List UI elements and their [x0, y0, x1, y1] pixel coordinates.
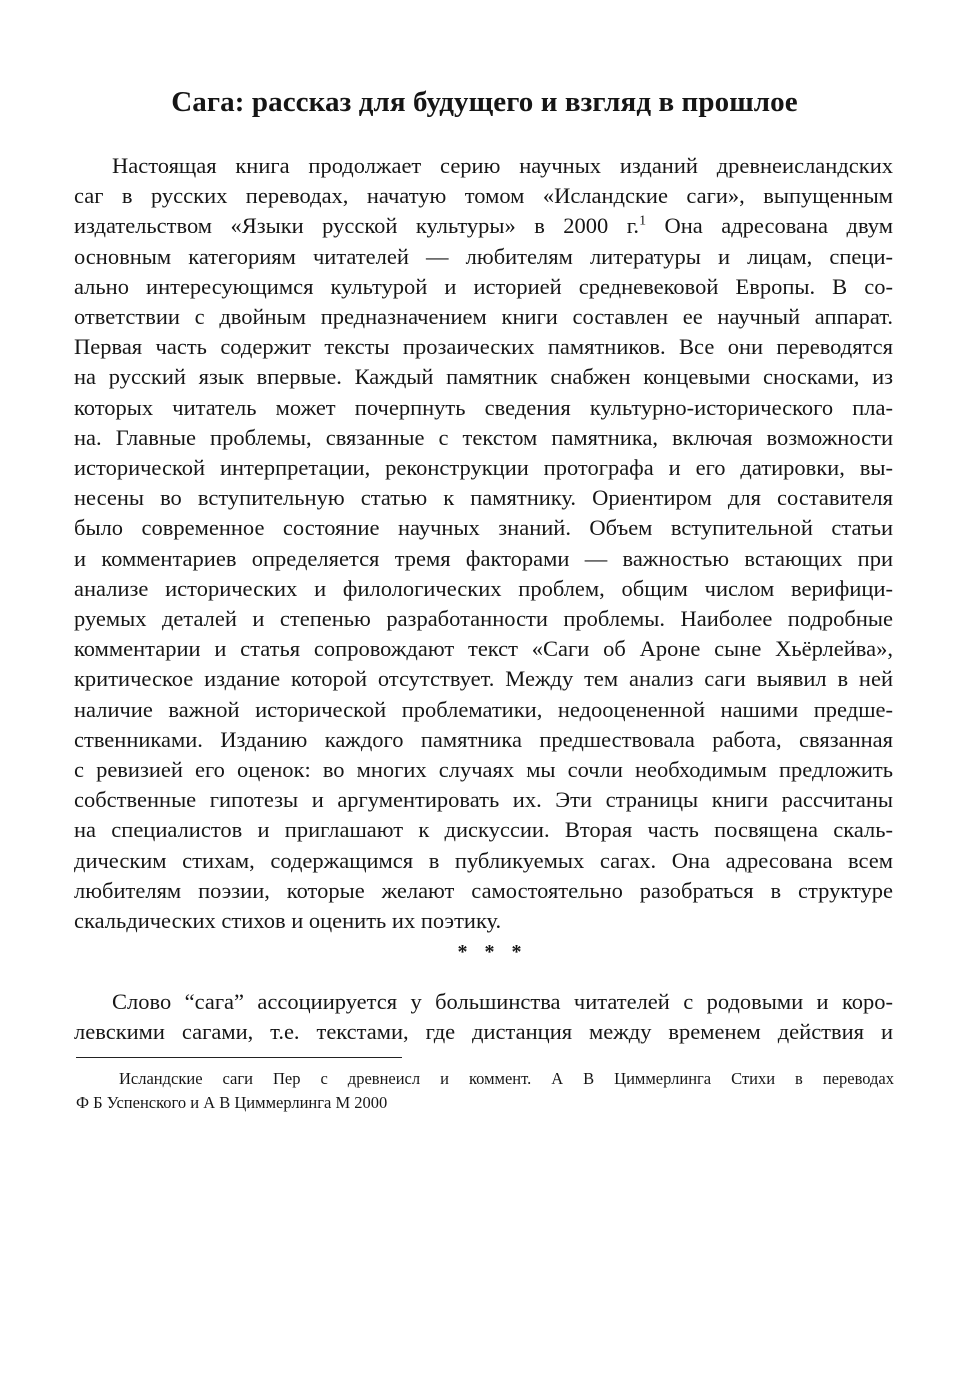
paragraph-line: с ревизией его оценок: во многих случаях мы сочли необходимым предложить: [74, 757, 893, 783]
paragraph-line: ответствии с двойным предназначением книги составлен ее научный аппарат.: [74, 304, 893, 330]
paragraph-line: дическим стихам, содержащимся в публикуемых сагах. Она адресована всем: [74, 847, 893, 873]
paragraph-line: несены во вступительную статью к памятнику. Ориентиром для составителя: [74, 485, 893, 511]
paragraph-line-with-footnote: [74, 211, 893, 241]
paragraph-line: которых читатель может почерпнуть сведения культурно-исторического пла-: [74, 394, 893, 420]
paragraph-1: [74, 151, 893, 936]
paragraph-line: Настоящая книга продолжает серию научных изданий древнеисландских: [112, 153, 893, 178]
paragraph-line: было современное состояние научных знаний. Объем вступительной статьи: [74, 515, 893, 541]
paragraph-2: [74, 987, 893, 1047]
paragraph-line-part: издательством «Языки русской культуры» в 2000 г.: [74, 213, 640, 239]
paragraph-line: и комментариев определяется тремя факторами — важностью встающих при: [74, 545, 893, 571]
paragraph-line: анализе исторических и филологических проблем, общим числом верифици-: [74, 575, 893, 601]
footnote-divider: [76, 1057, 402, 1058]
footnote: [76, 1067, 894, 1115]
paragraph-line: комментарии и статья сопровождают текст «Саги об Ароне сыне Хьёрлейва»,: [74, 636, 893, 662]
paragraph-line: Первая часть содержит тексты прозаических памятников. Все они переводятся: [74, 334, 893, 360]
paragraph-line: основным категориям читателей — любителям литературы и лицам, специ-: [74, 243, 893, 269]
paragraph-line: наличие важной исторической проблематики, недооцененной нашими предше-: [74, 696, 893, 722]
paragraph-line: ственниками. Изданию каждого памятника предшествовала работа, связанная: [74, 726, 893, 752]
paragraph-line: левскими сагами, т.е. текстами, где дистанция между временем действия и: [74, 1019, 893, 1045]
footnote-line: Исландские саги Пер с древнеисл и коммент. А В Циммерлинга Стихи в переводах: [119, 1069, 894, 1088]
footnote-reference[interactable]: 1: [639, 213, 647, 229]
paragraph-line: на специалистов и приглашают к дискуссии. Вторая часть посвящена скаль-: [74, 817, 893, 843]
section-separator: * * *: [457, 941, 528, 963]
paragraph-line: критическое издание которой отсутствует. Между тем анализ саги выявил в ней: [74, 666, 893, 692]
page-title: Сага: рассказ для будущего и взгляд в прошлое: [171, 86, 798, 118]
paragraph-line: на. Главные проблемы, связанные с текстом памятника, включая возможности: [74, 424, 893, 450]
paragraph-line: ально интересующимся культурой и историей средневековой Европы. В со-: [74, 273, 893, 299]
footnote-line: Ф Б Успенского и А В Циммерлинга М 2000: [76, 1093, 388, 1112]
paragraph-line: скальдических стихов и оценить их поэтику.: [74, 908, 502, 934]
paragraph-line: руемых деталей и степенью разработанности проблемы. Наиболее подробные: [74, 606, 893, 632]
paragraph-line: Слово “сага” ассоциируется у большинства читателей с родовыми и коро-: [112, 989, 893, 1014]
paragraph-line: собственные гипотезы и аргументировать их. Эти страницы книги рассчитаны: [74, 787, 893, 813]
paragraph-line: на русский язык впервые. Каждый памятник снабжен концевыми сносками, из: [74, 364, 893, 390]
paragraph-line: саг в русских переводах, начатую томом «Исландские саги», выпущенным: [74, 183, 893, 209]
paragraph-line: любителям поэзии, которые желают самостоятельно разобраться в структуре: [74, 877, 893, 903]
paragraph-line: исторической интерпретации, реконструкции протографа и его датировки, вы-: [74, 455, 893, 481]
paragraph-line-part: Она адресована двум: [664, 213, 893, 239]
